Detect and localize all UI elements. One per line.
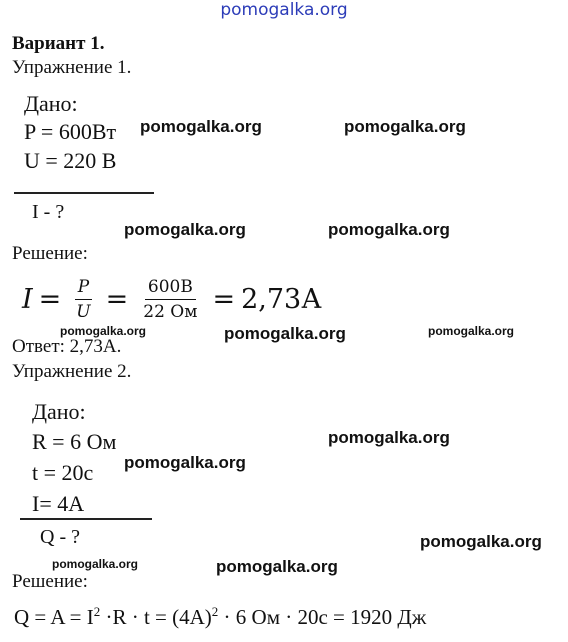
ex1-given-voltage: U = 220 В: [24, 148, 117, 173]
fraction-denominator: 22 Ом: [143, 301, 198, 322]
ex2-formula: [14, 598, 426, 631]
ex1-solution-label: Решение:: [12, 243, 88, 264]
ex1-given-title: Дано:: [24, 91, 78, 116]
watermark: pomogalka.org: [344, 117, 466, 136]
formula-part-1: Q = A = I: [14, 605, 94, 629]
equals-sign: =: [38, 283, 62, 315]
watermark: pomogalka.org: [140, 117, 262, 136]
formula-exponent: 2: [211, 604, 219, 619]
watermark: pomogalka.org: [124, 453, 246, 472]
ex2-divider-line: [20, 518, 152, 520]
watermark: pomogalka.org: [124, 220, 246, 239]
exercise-2-label: Упражнение 2.: [12, 361, 132, 382]
ex1-divider-line: [14, 192, 154, 194]
formula-part-2: ·R · t = (4А): [100, 605, 212, 629]
watermark: pomogalka.org: [328, 428, 450, 447]
watermark: pomogalka.org: [216, 557, 338, 576]
ex1-find: I - ?: [32, 201, 65, 223]
fraction-values: [140, 276, 200, 323]
exercise-1-label: Упражнение 1.: [12, 57, 132, 78]
ex1-answer: Ответ: 2,73А.: [12, 336, 122, 357]
formula-result: 2,73А: [241, 283, 322, 315]
watermark: pomogalka.org: [328, 220, 450, 239]
fraction-numerator: 600В: [145, 276, 196, 300]
watermark: pomogalka.org: [420, 532, 542, 551]
fraction-numerator: P: [75, 276, 92, 300]
watermark: pomogalka.org: [428, 324, 515, 338]
watermark: pomogalka.org: [224, 324, 346, 343]
variant-title: Вариант 1.: [12, 33, 105, 54]
ex2-given-resistance: R = 6 Ом: [32, 429, 117, 454]
watermark: pomogalka.org: [52, 557, 139, 571]
fraction-p-over-u: [73, 276, 93, 323]
formula-part-3: · 6 Ом · 20с = 1920 Дж: [218, 605, 427, 629]
ex2-given-current: I= 4А: [32, 491, 85, 516]
ex1-given-power: P = 600Вт: [24, 119, 117, 144]
ex1-formula: [22, 272, 322, 326]
watermark: pomogalka.org: [60, 324, 147, 338]
ex2-find: Q - ?: [40, 526, 80, 548]
formula-exponent: 2: [93, 604, 101, 619]
formula-current-symbol: I: [22, 283, 33, 315]
equals-sign: =: [105, 283, 129, 315]
fraction-denominator: U: [76, 301, 91, 322]
ex2-given-title: Дано:: [32, 399, 86, 424]
ex2-solution-label: Решение:: [12, 571, 88, 592]
equals-sign: =: [212, 283, 236, 315]
ex2-given-time: t = 20с: [32, 460, 94, 485]
site-header-link[interactable]: pomogalka.org: [220, 0, 348, 20]
